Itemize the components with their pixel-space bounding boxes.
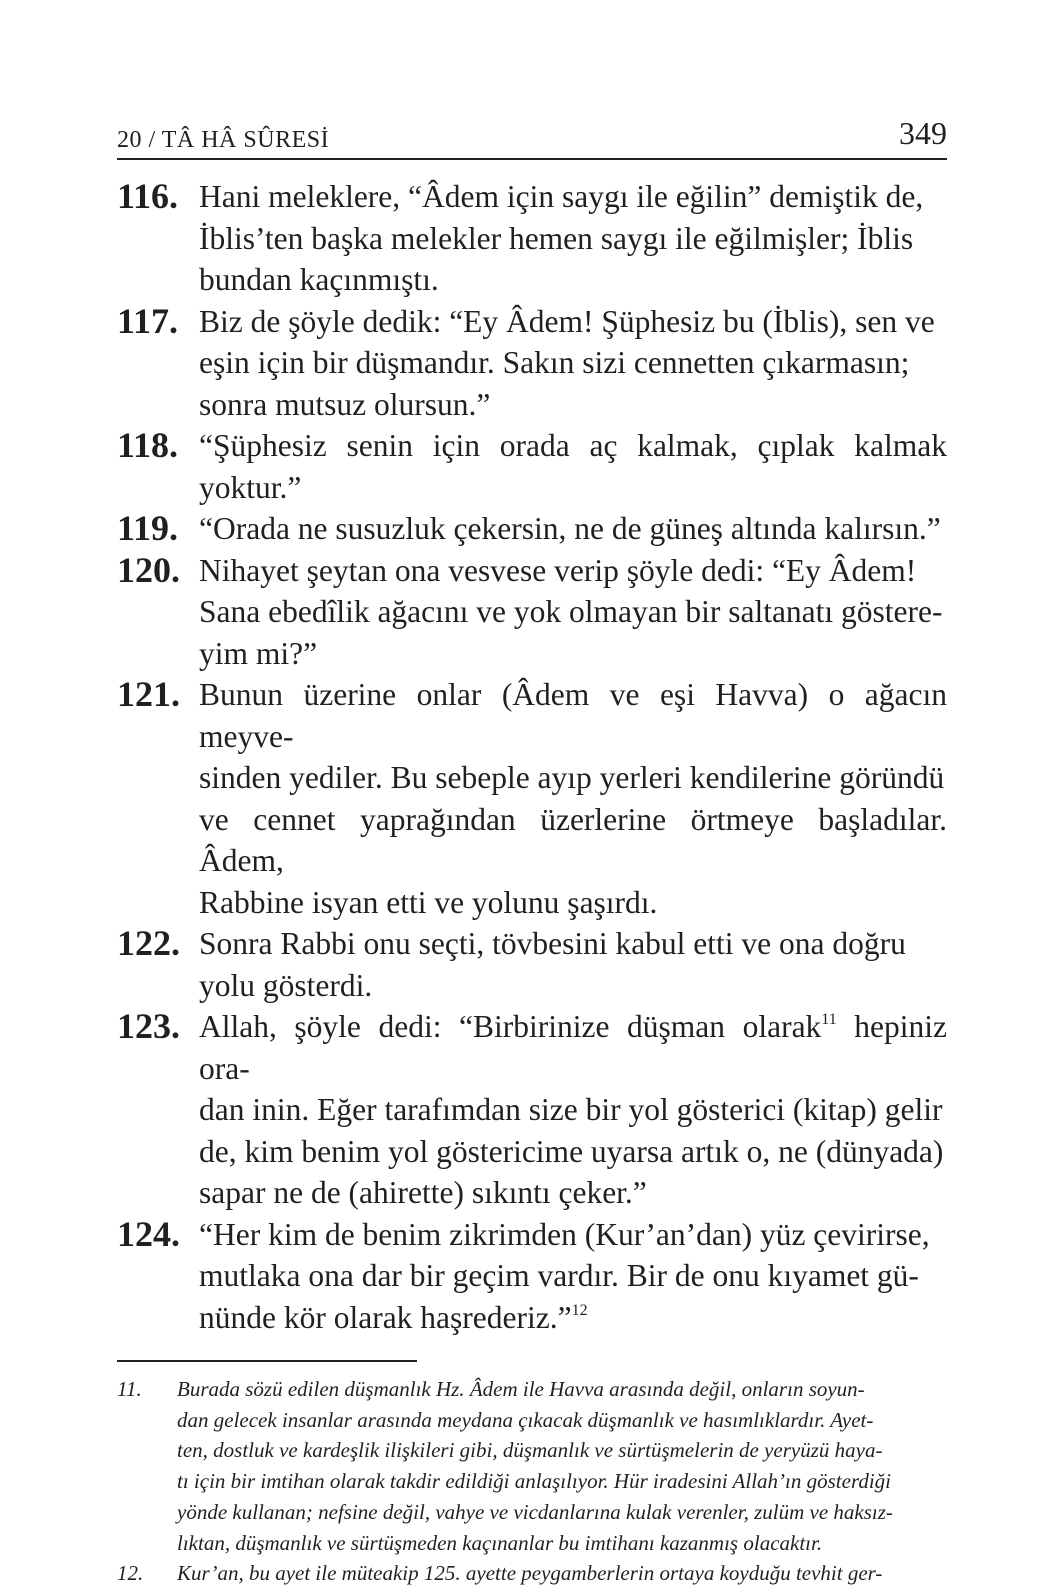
verse-number: 122. xyxy=(117,923,180,963)
verse-line: İblis’ten başka melekler hemen saygı ile eğilmişler; İblis xyxy=(199,220,914,256)
verse-119 xyxy=(117,508,947,550)
verse-line: Sonra Rabbi onu seçti, tövbesini kabul etti ve ona doğru xyxy=(199,926,906,961)
verse-number: 119. xyxy=(117,508,179,548)
footnote-line: Kur’an, bu ayet ile müteakip 125. ayette peygamberlerin ortaya koyduğu tevhit ger- xyxy=(177,1561,883,1586)
verse-line: de, kim benim yol göstericime uyarsa artık o, ne (dünyada) xyxy=(199,1133,944,1169)
verse-line: sinden yediler. Bu sebeple ayıp yerleri kendilerine göründü xyxy=(199,760,945,795)
footnote-12 xyxy=(117,1558,947,1589)
verse-line: “Şüphesiz senin için orada aç kalmak, çıplak kalmak yoktur.” xyxy=(199,428,947,505)
verse-line: ve cennet yaprağından üzerlerine örtmeye başladılar. Âdem, xyxy=(199,801,947,878)
verse-line xyxy=(199,1006,947,1089)
footnote-line: Burada sözü edilen düşmanlık Hz. Âdem ile Havva arasında değil, onların soyun- xyxy=(177,1377,865,1401)
verse-text xyxy=(199,923,947,1006)
verse-number: 121. xyxy=(117,674,180,714)
footnote-11 xyxy=(117,1374,947,1558)
verse-123 xyxy=(117,1006,947,1214)
verse-text xyxy=(199,674,947,923)
verse-line: eşin için bir düşmandır. Sakın sizi cennetten çıkarmasın; xyxy=(199,345,910,380)
verse-116 xyxy=(117,176,947,301)
verse-118 xyxy=(117,425,947,508)
verse-120 xyxy=(117,550,947,675)
verse-121 xyxy=(117,674,947,923)
footnote-number: 12. xyxy=(117,1561,144,1586)
verse-line-part: hepiniz ora- xyxy=(199,1009,947,1086)
verse-line: sonra mutsuz olursun.” xyxy=(199,386,491,422)
verse-text xyxy=(199,550,947,675)
verse-line: dan inin. Eğer tarafımdan size bir yol gösterici (kitap) gelir xyxy=(199,1092,943,1127)
footnote-rule xyxy=(117,1360,417,1362)
verses xyxy=(117,176,947,1338)
verse-number: 116. xyxy=(117,176,179,216)
verse-text xyxy=(199,176,947,301)
footnote-line: ten, dostluk ve kardeşlik ilişkileri gibi, düşmanlık ve sürtüşmelerin de yeryüzü haya- xyxy=(177,1438,883,1463)
verse-line: mutlaka ona dar bir geçim vardır. Bir de onu kıyamet gü- xyxy=(199,1258,919,1293)
footnote-ref-11[interactable]: 11 xyxy=(821,1011,837,1028)
verse-number: 117. xyxy=(117,300,179,341)
verse-text xyxy=(199,425,947,508)
verse-line: sapar ne de (ahirette) sıkıntı çeker.” xyxy=(199,1175,647,1210)
verse-number: 123. xyxy=(117,1006,180,1046)
verse-number: 124. xyxy=(117,1213,180,1254)
verse-line: Hani meleklere, “Âdem için saygı ile eğilin” demiştik de, xyxy=(199,179,924,214)
verse-line: Bunun üzerine onlar (Âdem ve eşi Havva) o ağacın meyve- xyxy=(199,677,947,754)
verse-text xyxy=(199,1006,947,1214)
footnote-line: tı için bir imtihan olarak takdir edildiği anlaşılıyor. Hür iradesini Allah’ın gösterdiği xyxy=(177,1469,891,1494)
verse-122 xyxy=(117,923,947,1006)
verse-number: 120. xyxy=(117,549,180,590)
verse-number: 118. xyxy=(117,425,179,465)
verse-line: yolu gösterdi. xyxy=(199,967,373,1003)
page-number: 349 xyxy=(899,115,947,151)
footnote-number: 11. xyxy=(117,1377,142,1401)
verse-line-part: Allah, şöyle dedi: “Birbirinize düşman olarak xyxy=(199,1009,822,1044)
section-title: 20 / TÂ HÂ SÛRESİ xyxy=(117,127,330,153)
verse-text xyxy=(199,301,947,426)
verse-line: “Orada ne susuzluk çekersin, ne de güneş altında kalırsın.” xyxy=(199,511,941,546)
page xyxy=(117,112,947,1589)
verse-line: yim mi?” xyxy=(199,635,318,671)
verse-text xyxy=(199,508,947,550)
verse-line: Rabbine isyan etti ve yolunu şaşırdı. xyxy=(199,884,658,920)
verse-124 xyxy=(117,1214,947,1339)
verse-117 xyxy=(117,301,947,426)
verse-line xyxy=(199,1297,947,1339)
verse-line: “Her kim de benim zikrimden (Kur’an’dan) yüz çevirirse, xyxy=(199,1216,930,1252)
footnote-line: dan gelecek insanlar arasında meydana çıkacak düşmanlık ve hasımlıklardır. Ayet- xyxy=(177,1407,874,1432)
footnote-line: yönde kullanan; nefsine değil, vahye ve vicdanlarına kulak verenler, zulüm ve haksız- xyxy=(177,1499,893,1524)
footnote-text xyxy=(177,1558,947,1589)
verse-text xyxy=(199,1214,947,1339)
verse-line: bundan kaçınmıştı. xyxy=(199,262,439,297)
footnote-line: lıktan, düşmanlık ve sürtüşmeden kaçınanlar bu imtihanı kazanmış olacaktır. xyxy=(177,1530,823,1555)
running-head xyxy=(117,112,947,160)
verse-line-part: nünde kör olarak haşrederiz.” xyxy=(199,1299,572,1335)
footnote-text xyxy=(177,1374,947,1558)
verse-line: Sana ebedîlik ağacını ve yok olmayan bir saltanatı göstere- xyxy=(199,594,943,629)
verse-line: Biz de şöyle dedik: “Ey Âdem! Şüphesiz bu (İblis), sen ve xyxy=(199,303,935,339)
footnote-ref-12[interactable]: 12 xyxy=(571,1301,588,1319)
verse-line: Nihayet şeytan ona vesvese verip şöyle dedi: “Ey Âdem! xyxy=(199,552,917,588)
